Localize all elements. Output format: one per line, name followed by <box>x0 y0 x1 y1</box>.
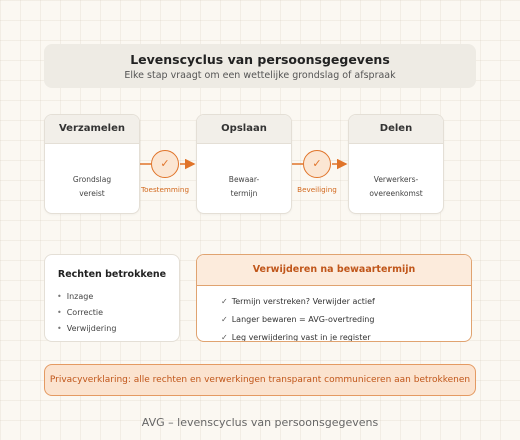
delete-box <box>196 254 472 342</box>
step-body-line: Bewaar- <box>228 175 260 184</box>
bullet-icon: • <box>57 308 62 317</box>
step-body-line: vereist <box>79 189 105 198</box>
step-body-line: overeenkomst <box>369 189 423 198</box>
step-body-line: termijn <box>230 189 258 198</box>
figure-caption: AVG – levenscyclus van persoonsgegevens <box>141 416 379 429</box>
step-body <box>203 173 285 201</box>
connector-label-beveiliging: Beveiliging <box>297 185 337 194</box>
diagram-title: Levenscyclus van persoonsgegevens <box>130 52 390 67</box>
privacy-banner: Privacyverklaring: alle rechten en verwerkingen transparant communiceren aan betrokkenen <box>44 364 476 396</box>
rights-title: Rechten betrokkene <box>57 269 167 280</box>
list-item: • Inzage <box>57 292 94 301</box>
bullet-icon: • <box>57 324 62 333</box>
check-icon: ✓ <box>221 297 228 306</box>
list-item: • Verwijdering <box>57 324 117 333</box>
diagram-subtitle: Elke stap vraagt om een wettelijke grondslag of afspraak <box>124 70 396 81</box>
connector-label-toestemming: Toestemming <box>140 185 190 194</box>
step-title: Delen <box>349 115 443 144</box>
delete-list <box>221 293 375 342</box>
step-body <box>51 173 133 201</box>
step-body-line: Verwerkers- <box>373 175 419 184</box>
step-body <box>355 173 437 201</box>
list-item: • Correctie <box>57 308 104 317</box>
check-icon: ✓ <box>221 333 228 342</box>
list-item: ✓ Termijn verstreken? Verwijder actief <box>221 297 375 306</box>
step-card-verzamelen <box>44 114 140 214</box>
rights-list <box>57 289 116 337</box>
step-title: Verzamelen <box>45 115 139 144</box>
delete-title: Verwijderen na bewaartermijn <box>197 255 471 286</box>
check-icon: ✓ <box>221 315 228 324</box>
check-icon: ✓ <box>151 150 179 178</box>
rights-box <box>44 254 180 342</box>
step-body-line: Grondslag <box>72 175 112 184</box>
step-card-opslaan <box>196 114 292 214</box>
list-item: ✓ Leg verwijdering vast in je register <box>221 333 371 342</box>
bullet-icon: • <box>57 292 62 301</box>
step-card-delen <box>348 114 444 214</box>
step-title: Opslaan <box>197 115 291 144</box>
list-item: ✓ Langer bewaren = AVG-overtreding <box>221 315 375 324</box>
check-icon: ✓ <box>303 150 331 178</box>
